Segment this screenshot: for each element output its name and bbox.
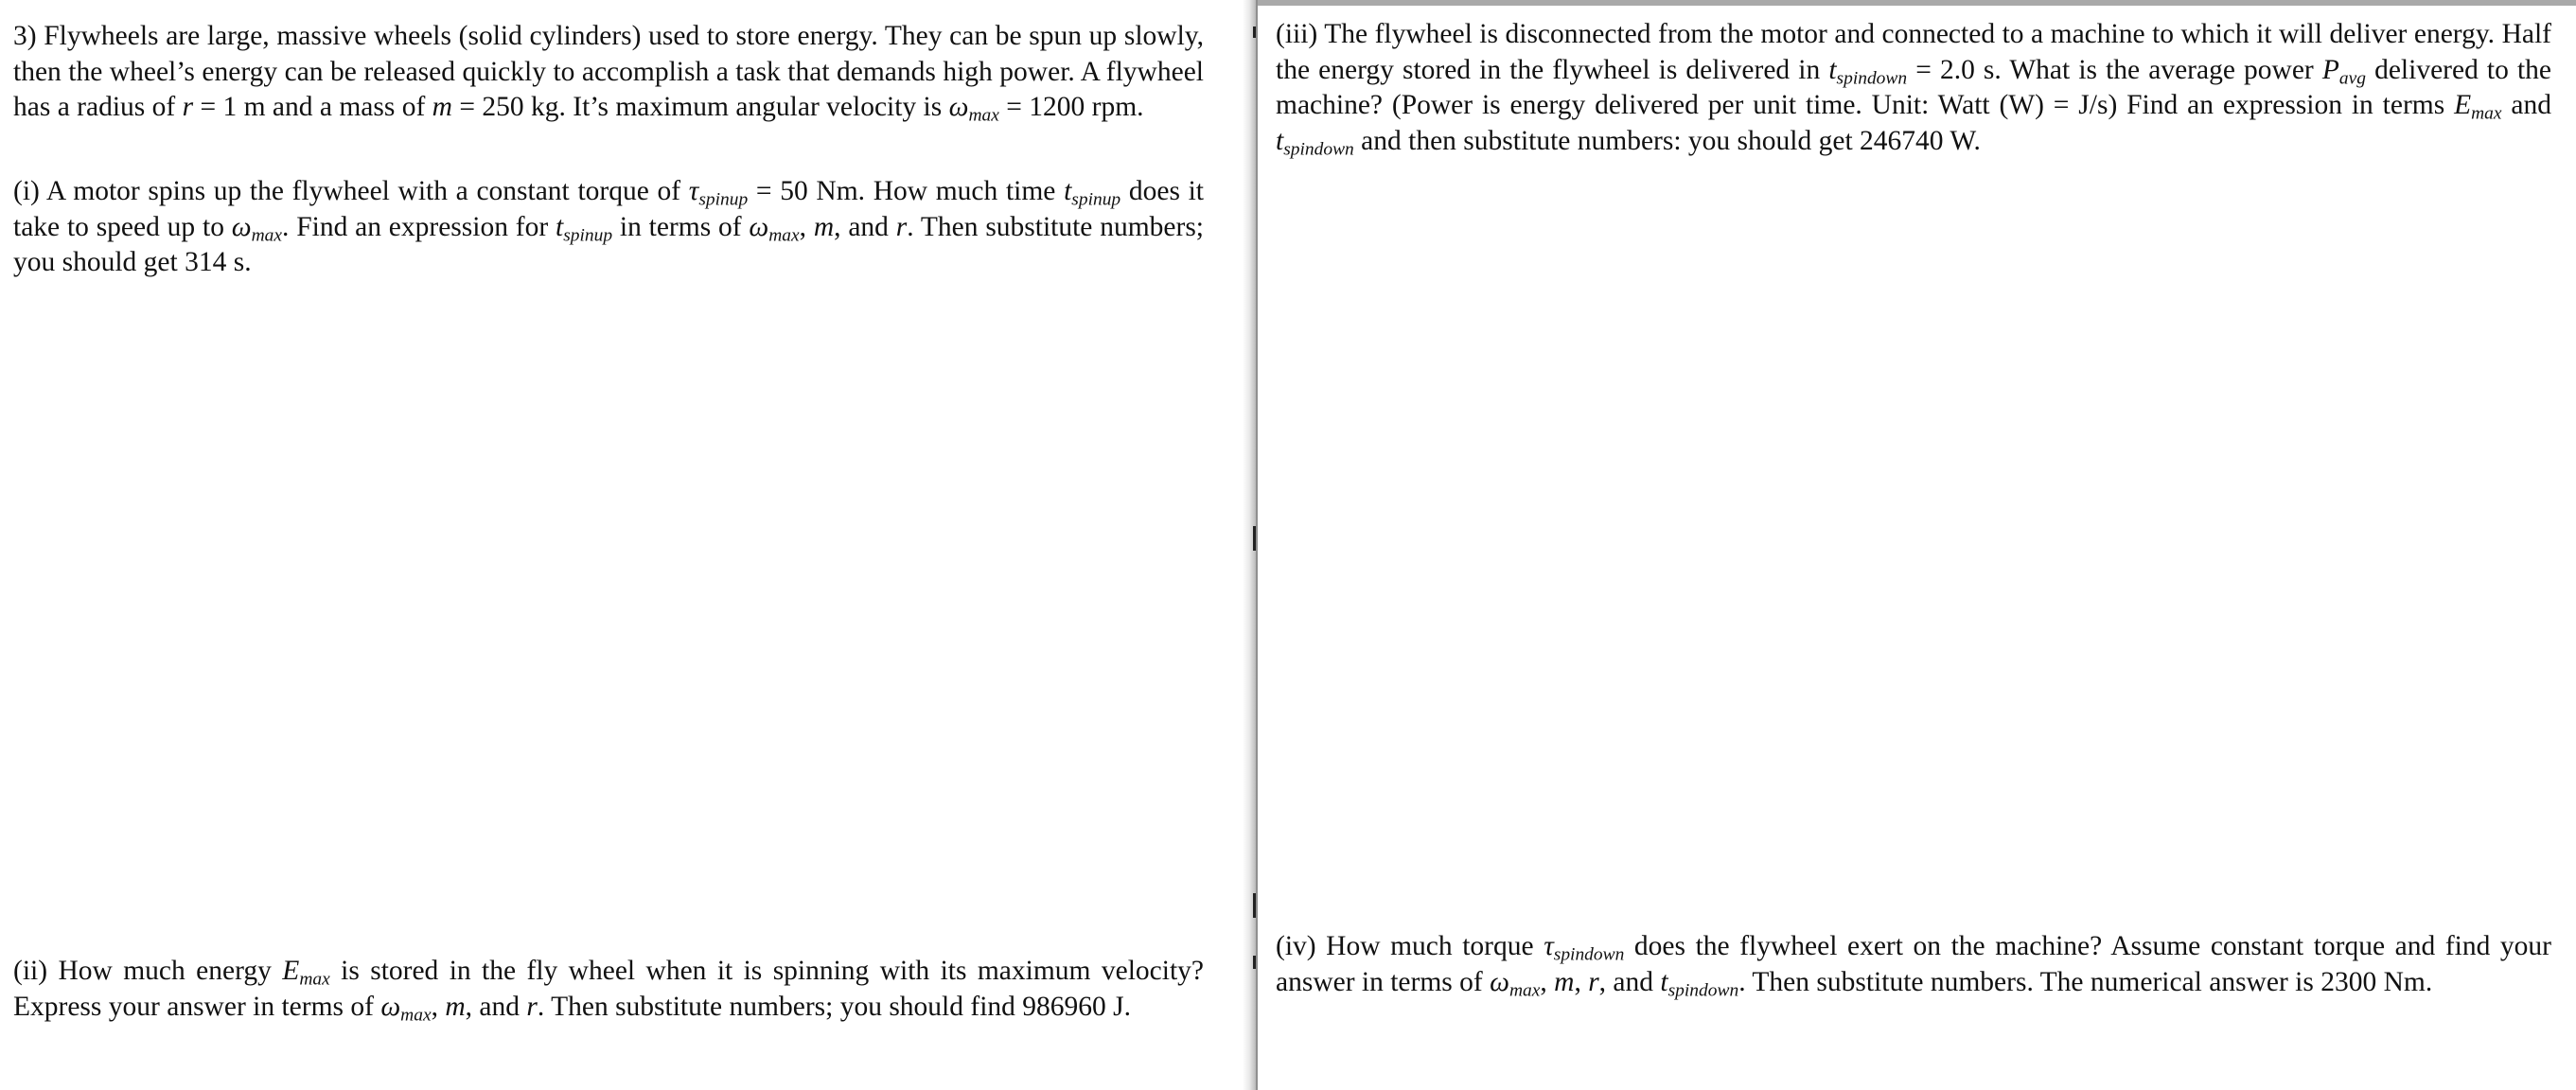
question-i: (i) A motor spins up the flywheel with a constant torque of $\tau_{spinup} = 50$ Nm. How much time $t_{spinup}$ does it take to speed up to $\omega_{max}$. Find an expression for $t_{spinup}$ in terms of $\omega_{max}$, m, and r. Then substitute numbers; you should get 314 s. <box>13 176 1205 277</box>
margin-mark <box>1253 526 1256 551</box>
margin-mark <box>1253 26 1256 38</box>
right-page <box>1257 0 2576 1090</box>
question-iii: (iii) The flywheel is disconnected from the motor and connected to a machine to which it will deliver energy. Half the energy stored in the flywheel is delivered in $t_{spindown} = 2.0$ s. What is the average power $P_{avg}$ delivered to the machine? (Power is energy delivered per unit time. Unit: Watt (W) = J/s) Find an expression in terms $E_{max}$ and $t_{spindown}$ and then substitute numbers: you should get 246740 W. <box>1276 19 2552 159</box>
question-ii: (ii) How much energy $E_{max}$ is stored in the fly wheel when it is spinning with its maximum velocity? Express your answer in terms of $\omega_{max}$, m, and r. Then substitute numbers; you should find 986960 J. <box>13 956 1204 1025</box>
problem-intro: 3) Flywheels are large, massive wheels (solid cylinders) used to store energy. They can be spun up slowly, then the wheel’s energy can be released quickly to accomplish a task that demands high power. A flywheel has a radius of r = 1 m and a mass of m = 250 kg. It’s maximum angular velocity is $\omega_{max} = 1200$ rpm. <box>13 21 1204 126</box>
margin-mark <box>1253 956 1256 969</box>
margin-mark <box>1253 893 1256 918</box>
left-page <box>0 0 1252 1090</box>
question-iv: (iv) How much torque $\tau_{spindown}$ does the flywheel exert on the machine? Assume constant torque and find your answer in terms of $\omega_{max}$, m, r, and $t_{spindown}$. Then substitute numbers. The numerical answer is 2300 Nm. <box>1276 931 2552 1000</box>
right-page-top-edge <box>1258 0 2576 6</box>
page-divider <box>1256 0 1258 1090</box>
